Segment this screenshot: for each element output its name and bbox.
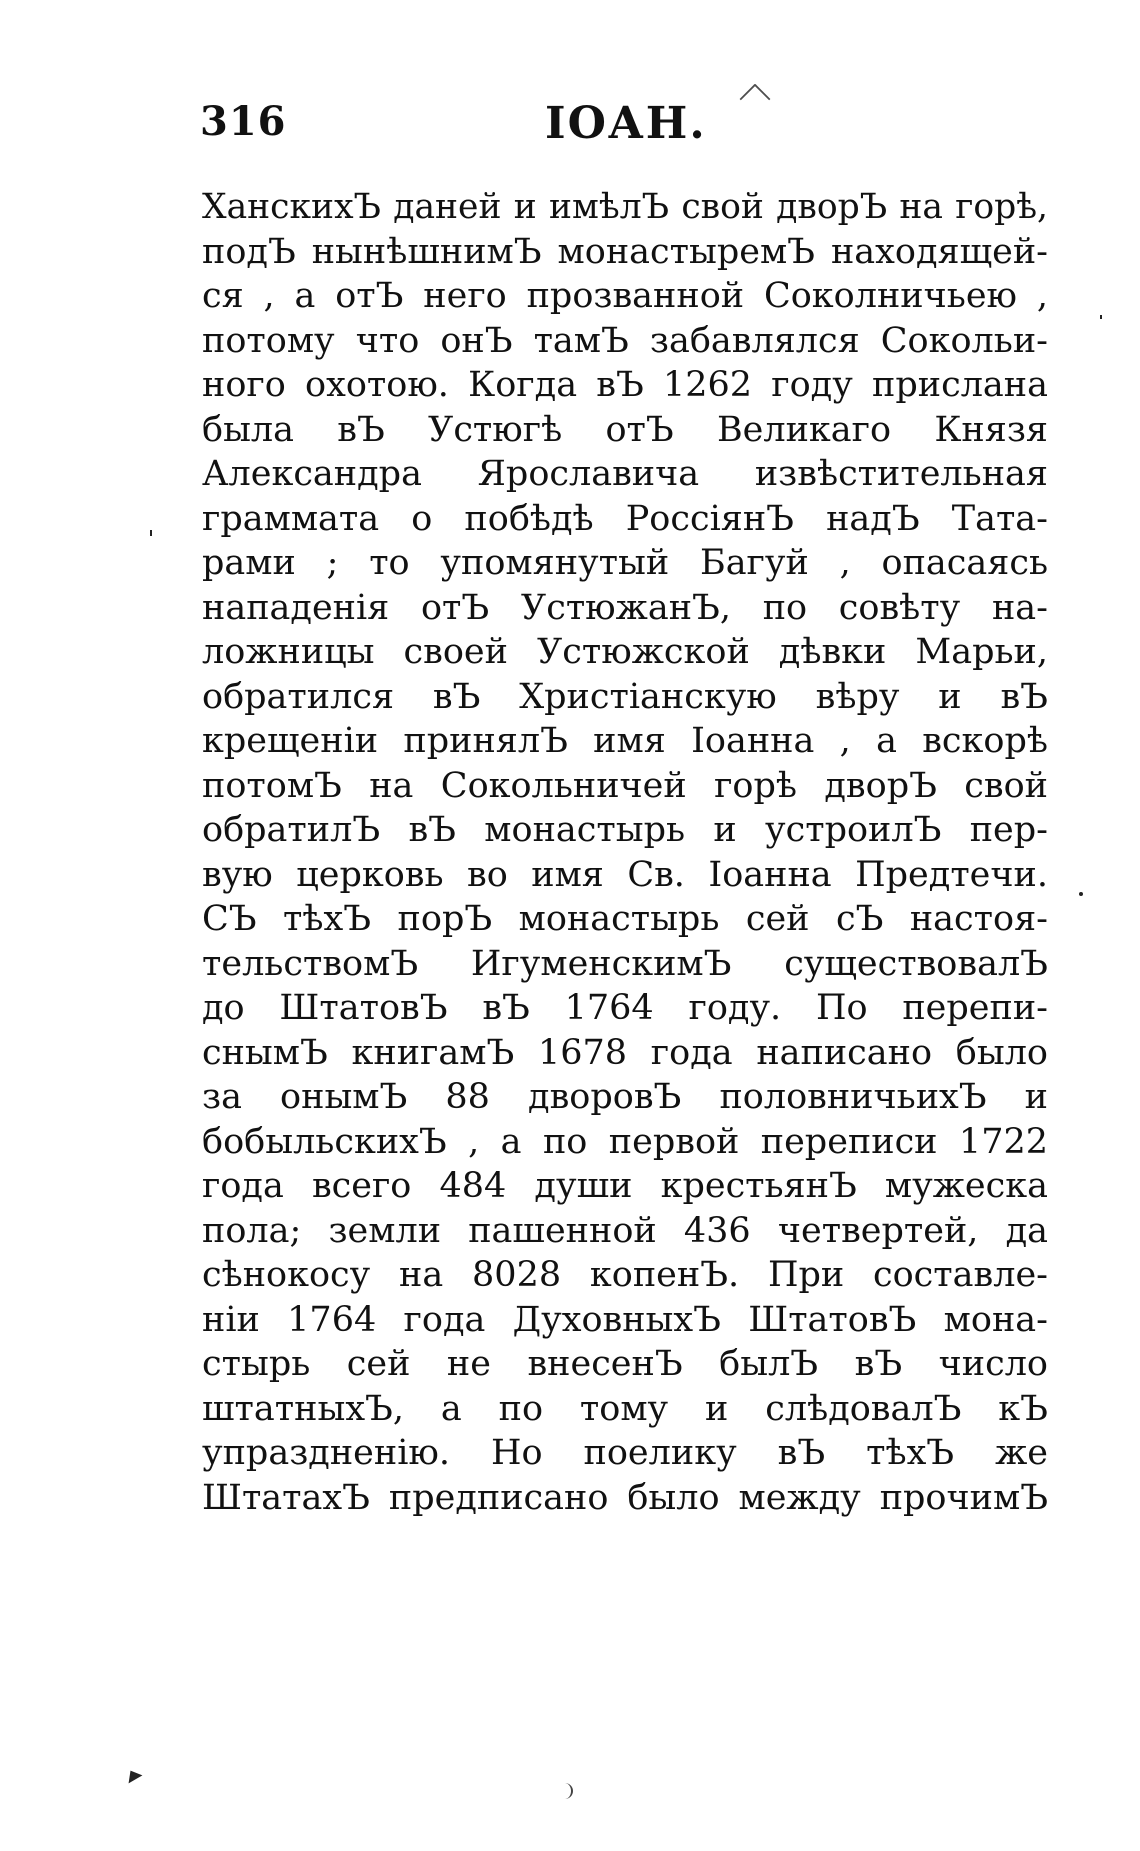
text-line: нападенія отЪ УстюжанЪ, по совѣту на- <box>202 587 1048 628</box>
text-line: года всего 484 души крестьянЪ мужеска <box>202 1166 1048 1206</box>
text-line: ніи 1764 года ДуховныхЪ ШтатовЪ мона- <box>202 1299 1048 1340</box>
text-line: за онымЪ 88 дворовЪ половничьихЪ и <box>202 1077 1048 1117</box>
text-line: штатныхЪ, а по тому и слѣдовалЪ кЪ <box>202 1388 1048 1429</box>
text-line: вую церковь во имя Св. Іоанна Предтечи. <box>202 854 1048 895</box>
text-line: бобыльскихЪ , а по первой переписи 1722 <box>202 1121 1048 1162</box>
ink-mark-bottom-left <box>124 1767 143 1784</box>
text-line: обратилЪ вЪ монастырь и устроилЪ пер- <box>202 810 1048 850</box>
text-line: крещеніи принялЪ имя Іоанна , а вскорѣ <box>202 721 1048 761</box>
ink-speck <box>1100 315 1102 319</box>
text-line: стырь сей не внесенЪ былЪ вЪ число <box>202 1344 1048 1384</box>
text-line: ХанскихЪ даней и имѣлЪ свой дворЪ на горѣ, <box>202 187 1048 227</box>
text-line: рами ; то упомянутый Багуй , опасаясь <box>202 543 1048 583</box>
text-line: ШтатахЪ предписано было между прочимЪ <box>202 1477 1048 1518</box>
text-line: упраздненію. Но поелику вЪ тѣхЪ же <box>202 1433 1048 1473</box>
text-line: потому что онЪ тамЪ забавлялся Сокольи- <box>202 320 1048 361</box>
page-number: 316 <box>200 98 287 145</box>
text-line: СЪ тѣхЪ порЪ монастырь сей сЪ настоя- <box>202 899 1048 939</box>
ink-mark-bottom-center <box>563 1783 573 1799</box>
ink-speck <box>150 530 152 536</box>
text-line: обратился вЪ Христіанскую вѣру и вЪ <box>202 676 1048 717</box>
ink-speck <box>1079 892 1083 896</box>
text-line: Александра Ярославича извѣстительная <box>202 454 1048 494</box>
text-line: снымЪ книгамЪ 1678 года написано было <box>202 1032 1048 1073</box>
running-head: ІОАН. <box>545 98 707 149</box>
text-line: до ШтатовЪ вЪ 1764 году. По перепи- <box>202 988 1048 1028</box>
text-line: подЪ нынѣшнимЪ монастыремЪ находящей- <box>202 231 1048 272</box>
text-line: потомЪ на Сокольничей горѣ дворЪ свой <box>202 765 1048 806</box>
text-line: граммата о побѣдѣ РоссіянЪ надЪ Тата- <box>202 498 1048 539</box>
page-header <box>200 98 760 158</box>
text-line: тельствомЪ ИгуменскимЪ существовалЪ <box>202 943 1048 984</box>
body-text <box>202 185 1048 1520</box>
text-line: ного охотою. Когда вЪ 1262 году прислана <box>202 365 1048 405</box>
text-line: сѣнокосу на 8028 копенЪ. При составле- <box>202 1255 1048 1295</box>
text-line: пола; земли пашенной 436 четвертей, да <box>202 1210 1048 1251</box>
text-line: была вЪ Устюгѣ отЪ Великаго Князя <box>202 409 1048 450</box>
text-line: ложницы своей Устюжской дѣвки Марьи, <box>202 632 1048 672</box>
text-line: ся , а отЪ него прозванной Соколничьею , <box>202 276 1048 316</box>
